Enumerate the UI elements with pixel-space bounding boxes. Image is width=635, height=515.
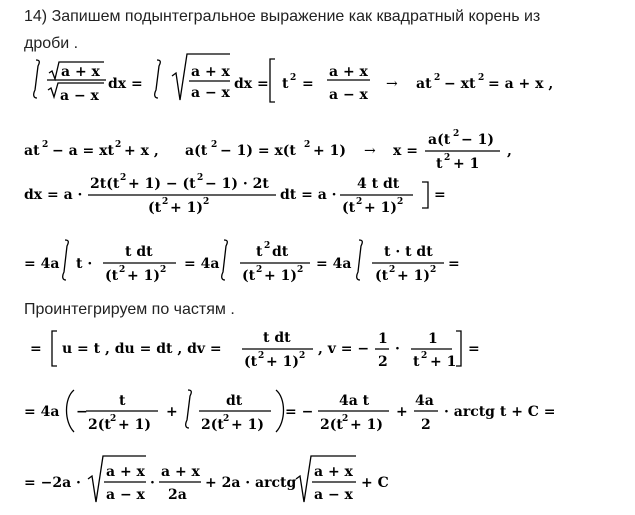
- svg-text:2: 2: [160, 265, 167, 275]
- svg-text:u = t , du = dt , dv =: u = t , du = dt , dv =: [62, 341, 222, 357]
- svg-text:at: at: [24, 143, 40, 159]
- svg-text:+ 1): + 1): [170, 200, 203, 216]
- svg-text:−: −: [76, 404, 88, 420]
- svg-text:2(t: 2(t: [320, 417, 343, 433]
- svg-text:+ 1: + 1: [453, 156, 480, 172]
- svg-text:2: 2: [211, 140, 218, 150]
- svg-text:2: 2: [42, 140, 49, 150]
- svg-text:·: ·: [395, 341, 400, 357]
- svg-text:=: =: [448, 256, 460, 272]
- svg-text:4 t dt: 4 t dt: [357, 176, 400, 192]
- svg-text:t: t: [413, 354, 420, 370]
- svg-text:dt = a ·: dt = a ·: [280, 187, 337, 203]
- svg-text:2: 2: [119, 265, 126, 275]
- svg-text:2: 2: [258, 351, 265, 361]
- svg-text:2: 2: [421, 351, 428, 361]
- svg-text:=: =: [468, 341, 480, 357]
- svg-text:1: 1: [428, 331, 438, 347]
- svg-text:+ 1) − (t: + 1) − (t: [128, 176, 196, 192]
- svg-text:at: at: [416, 76, 432, 92]
- svg-text:(t: (t: [375, 268, 389, 284]
- svg-text:a − x: a − x: [106, 487, 145, 503]
- svg-text:a − x: a − x: [191, 85, 230, 101]
- svg-text:1: 1: [378, 331, 388, 347]
- svg-text:+ 1): + 1): [350, 417, 383, 433]
- svg-text:2: 2: [478, 73, 485, 83]
- svg-text:+ 1): + 1): [127, 268, 160, 284]
- svg-text:(t: (t: [105, 268, 119, 284]
- svg-text:dt: dt: [272, 244, 289, 260]
- svg-text:= a + x ,: = a + x ,: [488, 76, 554, 92]
- svg-text:t dt: t dt: [263, 330, 291, 346]
- svg-text:2: 2: [197, 173, 204, 183]
- integration-by-parts-heading: Проинтегрируем по частям .: [24, 301, 235, 318]
- svg-text:, v = −: , v = −: [318, 341, 370, 357]
- svg-text:− a = xt: − a = xt: [52, 143, 114, 159]
- svg-text:+ 1): + 1): [231, 417, 264, 433]
- svg-text:2: 2: [444, 153, 451, 163]
- svg-text:+ 1): + 1): [313, 143, 346, 159]
- svg-text:2: 2: [356, 197, 363, 207]
- svg-text:a + x: a + x: [329, 64, 368, 80]
- svg-text:=: =: [302, 76, 314, 92]
- svg-text:t: t: [436, 156, 443, 172]
- svg-text:= 4a: = 4a: [184, 256, 220, 272]
- svg-text:t: t: [119, 393, 126, 409]
- svg-text:= 4a: = 4a: [24, 404, 60, 420]
- svg-text:t: t: [282, 76, 289, 92]
- svg-text:a + x: a + x: [61, 64, 100, 80]
- svg-text:t · t dt: t · t dt: [384, 244, 433, 260]
- svg-text:dt: dt: [226, 393, 243, 409]
- svg-text:+ 2a · arctg: + 2a · arctg: [205, 475, 297, 491]
- svg-text:(t: (t: [242, 268, 256, 284]
- svg-text:→: →: [364, 143, 376, 159]
- svg-text:a + x: a + x: [161, 464, 200, 480]
- svg-text:a − x: a − x: [329, 87, 368, 103]
- svg-text:− 1) = x(t: − 1) = x(t: [220, 143, 296, 159]
- svg-text:+ 1: + 1: [430, 354, 457, 370]
- svg-text:+ 1): + 1): [397, 268, 430, 284]
- svg-text:− 1) · 2t: − 1) · 2t: [205, 176, 269, 192]
- svg-text:(t: (t: [342, 200, 356, 216]
- svg-text:4a: 4a: [415, 393, 434, 409]
- svg-text:2: 2: [120, 173, 127, 183]
- svg-text:·: ·: [150, 475, 155, 491]
- svg-text:2: 2: [203, 197, 210, 207]
- svg-text:x =: x =: [393, 143, 418, 159]
- svg-text:− xt: − xt: [444, 76, 476, 92]
- svg-text:a + x: a + x: [106, 464, 145, 480]
- svg-text:2: 2: [421, 417, 431, 433]
- svg-text:= 4a: = 4a: [316, 256, 352, 272]
- svg-text:2: 2: [453, 129, 460, 139]
- svg-text:+ x ,: + x ,: [124, 143, 159, 159]
- svg-text:2a: 2a: [168, 487, 187, 503]
- svg-text:+ 1): + 1): [266, 354, 299, 370]
- svg-text:+ 1): + 1): [264, 268, 297, 284]
- svg-text:a(t: a(t: [185, 143, 208, 159]
- svg-text:2: 2: [110, 414, 117, 424]
- svg-text:2: 2: [342, 414, 349, 424]
- svg-text:a − x: a − x: [60, 88, 99, 104]
- svg-text:2: 2: [430, 265, 437, 275]
- svg-text:dx = a ·: dx = a ·: [24, 187, 83, 203]
- svg-text:(t: (t: [244, 354, 258, 370]
- svg-text:2: 2: [162, 197, 169, 207]
- svg-text:· arctg t + C =: · arctg t + C =: [444, 404, 556, 420]
- svg-text:a(t: a(t: [428, 132, 451, 148]
- problem-heading-line1: 14) Запишем подынтегральное выражение как квадратный корень из: [24, 8, 541, 25]
- svg-text:2: 2: [115, 140, 122, 150]
- svg-text:2: 2: [304, 140, 311, 150]
- svg-text:2: 2: [397, 197, 404, 207]
- svg-text:a + x: a + x: [191, 64, 230, 80]
- svg-text:dx =: dx =: [234, 76, 269, 92]
- problem-heading-line2: дроби .: [24, 35, 79, 52]
- svg-text:t ·: t ·: [76, 256, 93, 272]
- svg-text:2: 2: [299, 351, 306, 361]
- svg-text:→: →: [386, 76, 398, 92]
- svg-text:+: +: [166, 404, 178, 420]
- svg-text:+ 1): + 1): [364, 200, 397, 216]
- svg-text:2(t: 2(t: [201, 417, 224, 433]
- svg-text:2t(t: 2t(t: [90, 176, 120, 192]
- svg-text:2: 2: [297, 265, 304, 275]
- svg-text:= −2a ·: = −2a ·: [24, 475, 81, 491]
- svg-text:a + x: a + x: [314, 464, 353, 480]
- svg-text:2: 2: [256, 265, 263, 275]
- svg-text:4a t: 4a t: [339, 393, 370, 409]
- svg-text:=: =: [434, 187, 446, 203]
- svg-text:,: ,: [507, 143, 512, 159]
- svg-text:2: 2: [389, 265, 396, 275]
- svg-text:2: 2: [264, 241, 271, 251]
- svg-text:2(t: 2(t: [88, 417, 111, 433]
- svg-text:+ C: + C: [361, 475, 389, 491]
- svg-text:t: t: [256, 244, 263, 260]
- svg-text:+ 1): + 1): [118, 417, 151, 433]
- svg-text:2: 2: [223, 414, 230, 424]
- svg-text:2: 2: [434, 73, 441, 83]
- svg-text:a − x: a − x: [314, 487, 353, 503]
- svg-text:2: 2: [290, 73, 297, 83]
- svg-text:+: +: [396, 404, 408, 420]
- svg-text:= −: = −: [285, 404, 314, 420]
- svg-text:2: 2: [378, 354, 388, 370]
- svg-text:= 4a: = 4a: [24, 256, 60, 272]
- svg-text:− 1): − 1): [461, 132, 494, 148]
- svg-text:t dt: t dt: [125, 244, 153, 260]
- svg-text:dx =: dx =: [108, 76, 143, 92]
- svg-text:(t: (t: [148, 200, 162, 216]
- svg-text:=: =: [30, 341, 42, 357]
